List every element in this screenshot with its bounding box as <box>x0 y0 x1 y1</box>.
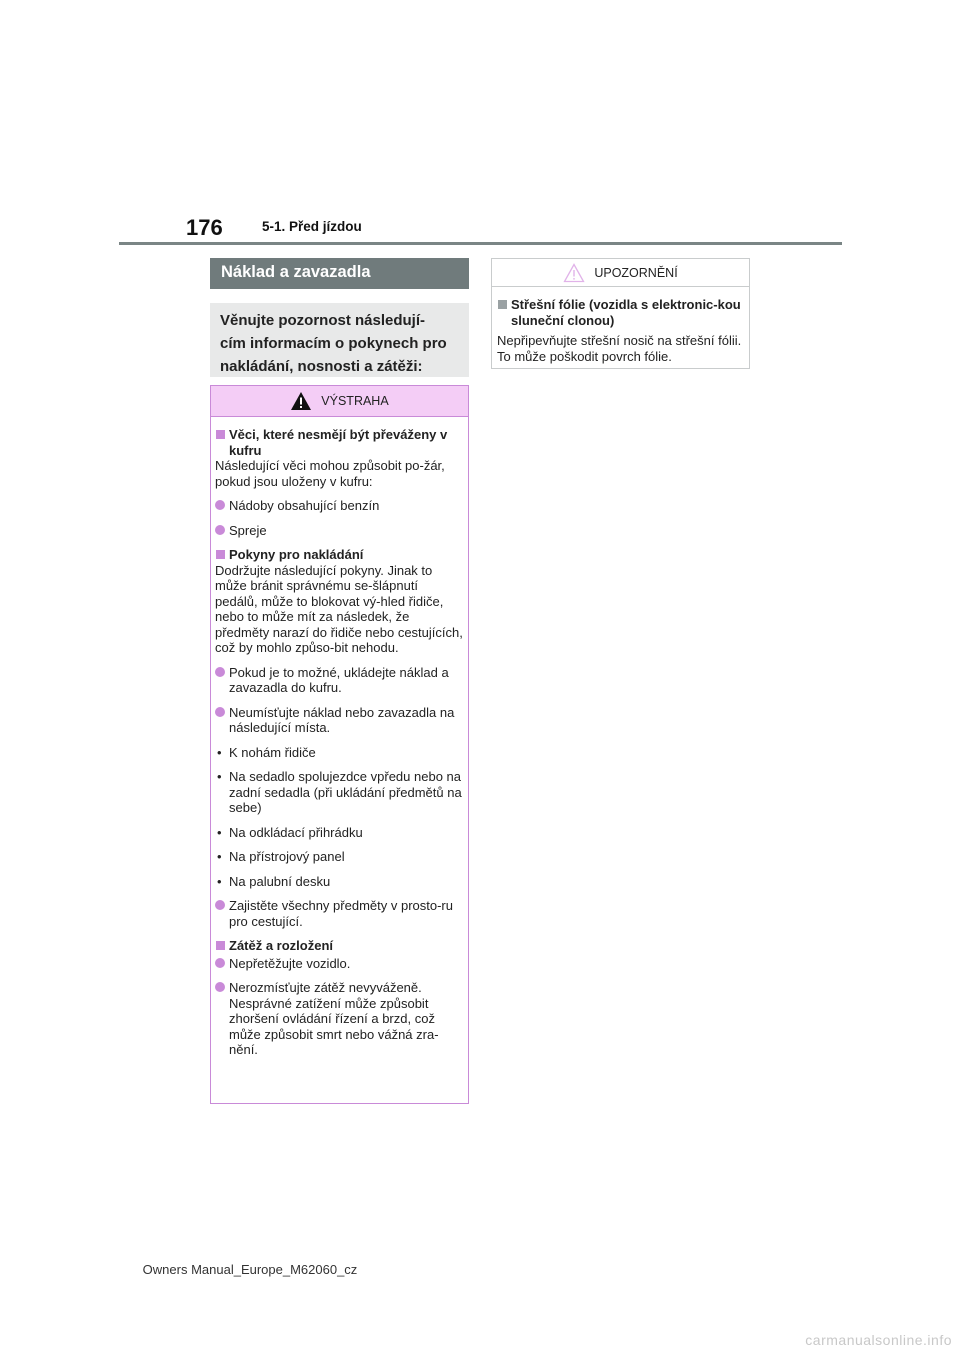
intro-box <box>210 303 469 377</box>
caution-triangle-icon <box>563 263 585 283</box>
warning-body <box>211 417 468 1058</box>
sub-item: • Na sedadlo spolujezdce vpředu nebo na zadní sedadla (při ukládání předmětů na sebe) <box>215 769 463 816</box>
page-number: 176 <box>186 215 223 240</box>
header-rule <box>119 242 842 245</box>
warning-triangle-icon <box>290 391 312 411</box>
bullet-item: Pokud je to možné, ukládejte náklad a zavazadla do kufru. <box>215 665 463 696</box>
item-heading: Věci, které nesmějí být převáženy v kufru <box>215 427 463 458</box>
bullet-item: Spreje <box>215 523 463 539</box>
intro-line: Věnujte pozornost následují- <box>220 312 426 329</box>
section-label: 5-1. Před jízdou <box>262 219 362 234</box>
caution-box <box>491 258 750 369</box>
item-text: Následující věci mohou způsobit po-žár, pokud jsou uloženy v kufru: <box>215 458 445 489</box>
caution-header <box>492 259 749 287</box>
bullet-item: Zajistěte všechny předměty v prosto-ru pro cestující. <box>215 898 463 929</box>
bullet-item: Neumísťujte náklad nebo zavazadla na následující místa. <box>215 705 463 736</box>
sub-item: • Na odkládací přihrádku <box>215 825 463 841</box>
intro-line: nakládání, nosnosti a zátěži: <box>220 358 423 375</box>
watermark: carmanualsonline.info <box>805 1332 952 1348</box>
warning-header <box>211 386 468 417</box>
intro-line: cím informacím o pokynech pro <box>220 335 447 352</box>
bullet-item: Nádoby obsahující benzín <box>215 498 463 514</box>
caution-body <box>492 287 749 364</box>
item-heading: Střešní fólie (vozidla s elektronic-kou sluneční clonou) <box>497 297 744 328</box>
bullet-item: Nepřetěžujte vozidlo. <box>215 956 463 972</box>
sub-item: • Na palubní desku <box>215 874 463 890</box>
bullet-item: Nerozmísťujte zátěž nevyváženě. Nesprávné zatížení může způsobit zhoršení ovládání řízení a brzd, což může způsobit smrt nebo vážná zra-nění. <box>215 980 463 1058</box>
warning-title: VÝSTRAHA <box>321 394 389 408</box>
warning-box <box>210 385 469 1104</box>
sub-item: • Na přístrojový panel <box>215 849 463 865</box>
sub-item: • K nohám řidiče <box>215 745 463 761</box>
item-heading: Pokyny pro nakládání <box>215 547 463 563</box>
item-heading: Zátěž a rozložení <box>215 938 463 954</box>
caution-title: UPOZORNĚNÍ <box>594 265 678 280</box>
item-text: Nepřipevňujte střešní nosič na střešní fólii. To může poškodit povrch fólie. <box>497 333 742 364</box>
section-title: Náklad a zavazadla <box>210 258 469 289</box>
item-text: Dodržujte následující pokyny. Jinak to může bránit správnému se-šlápnutí pedálů, může to blokovat vý-hled řidiče, nebo to může mít za následek, že předměty narazí do řidiče nebo cestujících, což by mohlo způso-bit nehodu. <box>215 562 463 655</box>
footer-doc-id: Owners Manual_Europe_M62060_cz <box>142 1262 358 1277</box>
